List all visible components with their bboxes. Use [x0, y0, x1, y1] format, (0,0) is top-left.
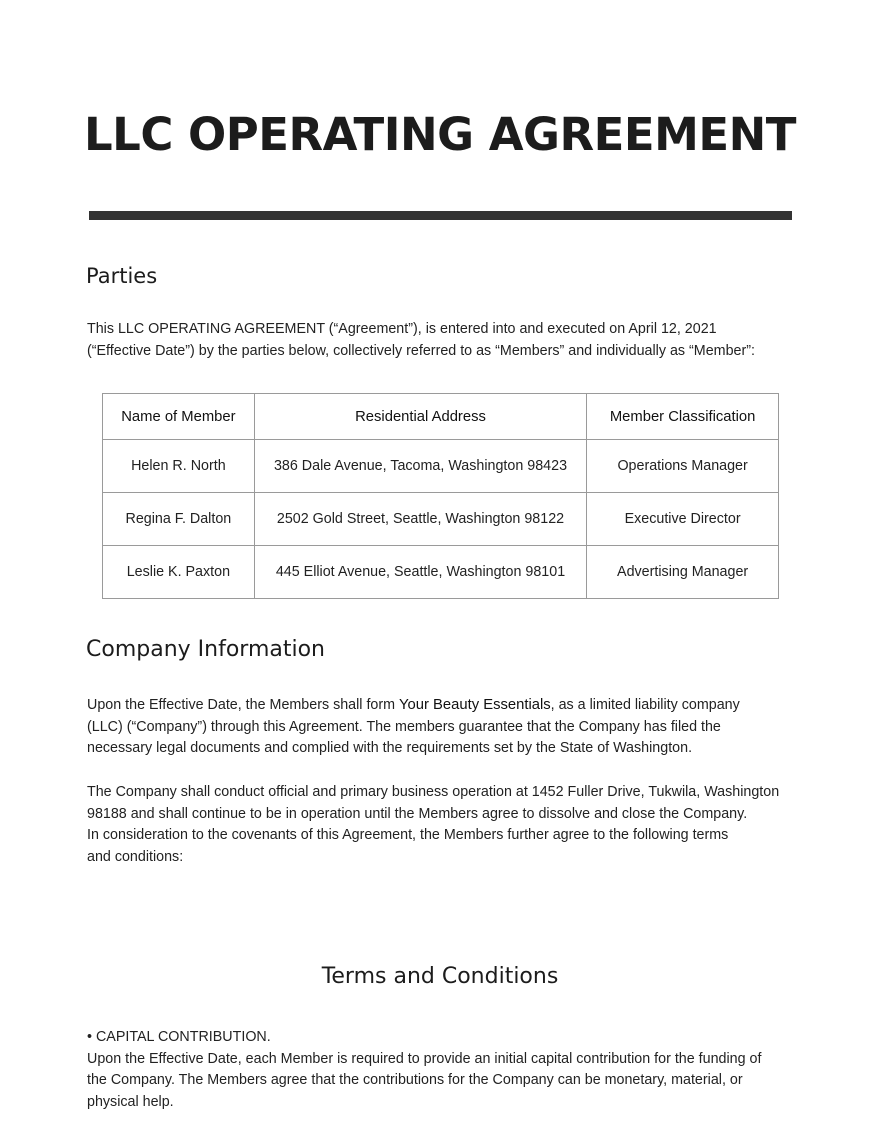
member-address: 445 Elliot Avenue, Seattle, Washington 98101 — [254, 546, 586, 599]
member-name: Leslie K. Paxton — [103, 546, 255, 599]
company-p1-post: , as a limited liability company — [550, 697, 740, 713]
terms-item-title: • CAPITAL CONTRIBUTION. — [87, 1029, 271, 1045]
member-address: 2502 Gold Street, Seattle, Washington 98122 — [254, 493, 586, 546]
company-paragraph-line: 98188 and shall continue to be in operation until the Members agree to dissolve and close the Company. — [87, 805, 748, 822]
company-paragraph-line: necessary legal documents and complied with the requirements set by the State of Washington. — [87, 740, 693, 756]
terms-item-line: physical help. — [87, 1093, 174, 1110]
header-residential-address: Residential Address — [254, 394, 586, 440]
parties-intro-line: (“Effective Date”) by the parties below, collectively referred to as “Members” and individually as “Member”: — [87, 342, 755, 359]
company-heading: Company Information — [86, 637, 326, 662]
company-name: Your Beauty Essentials — [399, 697, 551, 713]
table-row — [103, 493, 779, 546]
members-table — [102, 393, 779, 599]
parties-intro-line: This LLC OPERATING AGREEMENT (“Agreement”), is entered into and executed on April 12, 2021 — [87, 321, 717, 337]
member-name: Regina F. Dalton — [103, 493, 255, 546]
parties-heading: Parties — [86, 264, 158, 288]
company-paragraph-line: The Company shall conduct official and primary business operation at 1452 Fuller Drive, Tukwila, Washington — [87, 784, 780, 800]
document-title: LLC OPERATING AGREEMENT — [84, 108, 796, 161]
member-classification: Operations Manager — [587, 440, 779, 493]
terms-item-line: the Company. The Members agree that the contributions for the Company can be monetary, material, or — [87, 1072, 743, 1088]
table-header-row — [103, 394, 779, 440]
terms-item-line: Upon the Effective Date, each Member is required to provide an initial capital contribution for the funding of — [87, 1050, 762, 1067]
company-paragraph-line: (LLC) (“Company”) through this Agreement. The members guarantee that the Company has filed the — [87, 718, 721, 735]
company-p1-pre: Upon the Effective Date, the Members shall form — [87, 697, 400, 713]
company-paragraph-line: and conditions: — [87, 848, 184, 865]
member-classification: Executive Director — [587, 493, 779, 546]
title-divider — [89, 211, 792, 220]
member-classification: Advertising Manager — [587, 546, 779, 599]
member-address: 386 Dale Avenue, Tacoma, Washington 98423 — [254, 440, 586, 493]
table-row — [103, 546, 779, 599]
parties-intro — [87, 319, 807, 362]
company-paragraph-1 — [87, 695, 807, 760]
member-name: Helen R. North — [103, 440, 255, 493]
company-paragraph-2 — [87, 782, 827, 868]
company-paragraph-line — [87, 695, 807, 717]
company-paragraph-line: In consideration to the covenants of this Agreement, the Members further agree to the following terms — [87, 827, 729, 843]
table-row — [103, 440, 779, 493]
terms-heading: Terms and Conditions — [321, 964, 559, 989]
header-member-classification: Member Classification — [587, 394, 779, 440]
terms-item-capital-contribution — [87, 1027, 807, 1113]
header-name-of-member: Name of Member — [103, 394, 255, 440]
